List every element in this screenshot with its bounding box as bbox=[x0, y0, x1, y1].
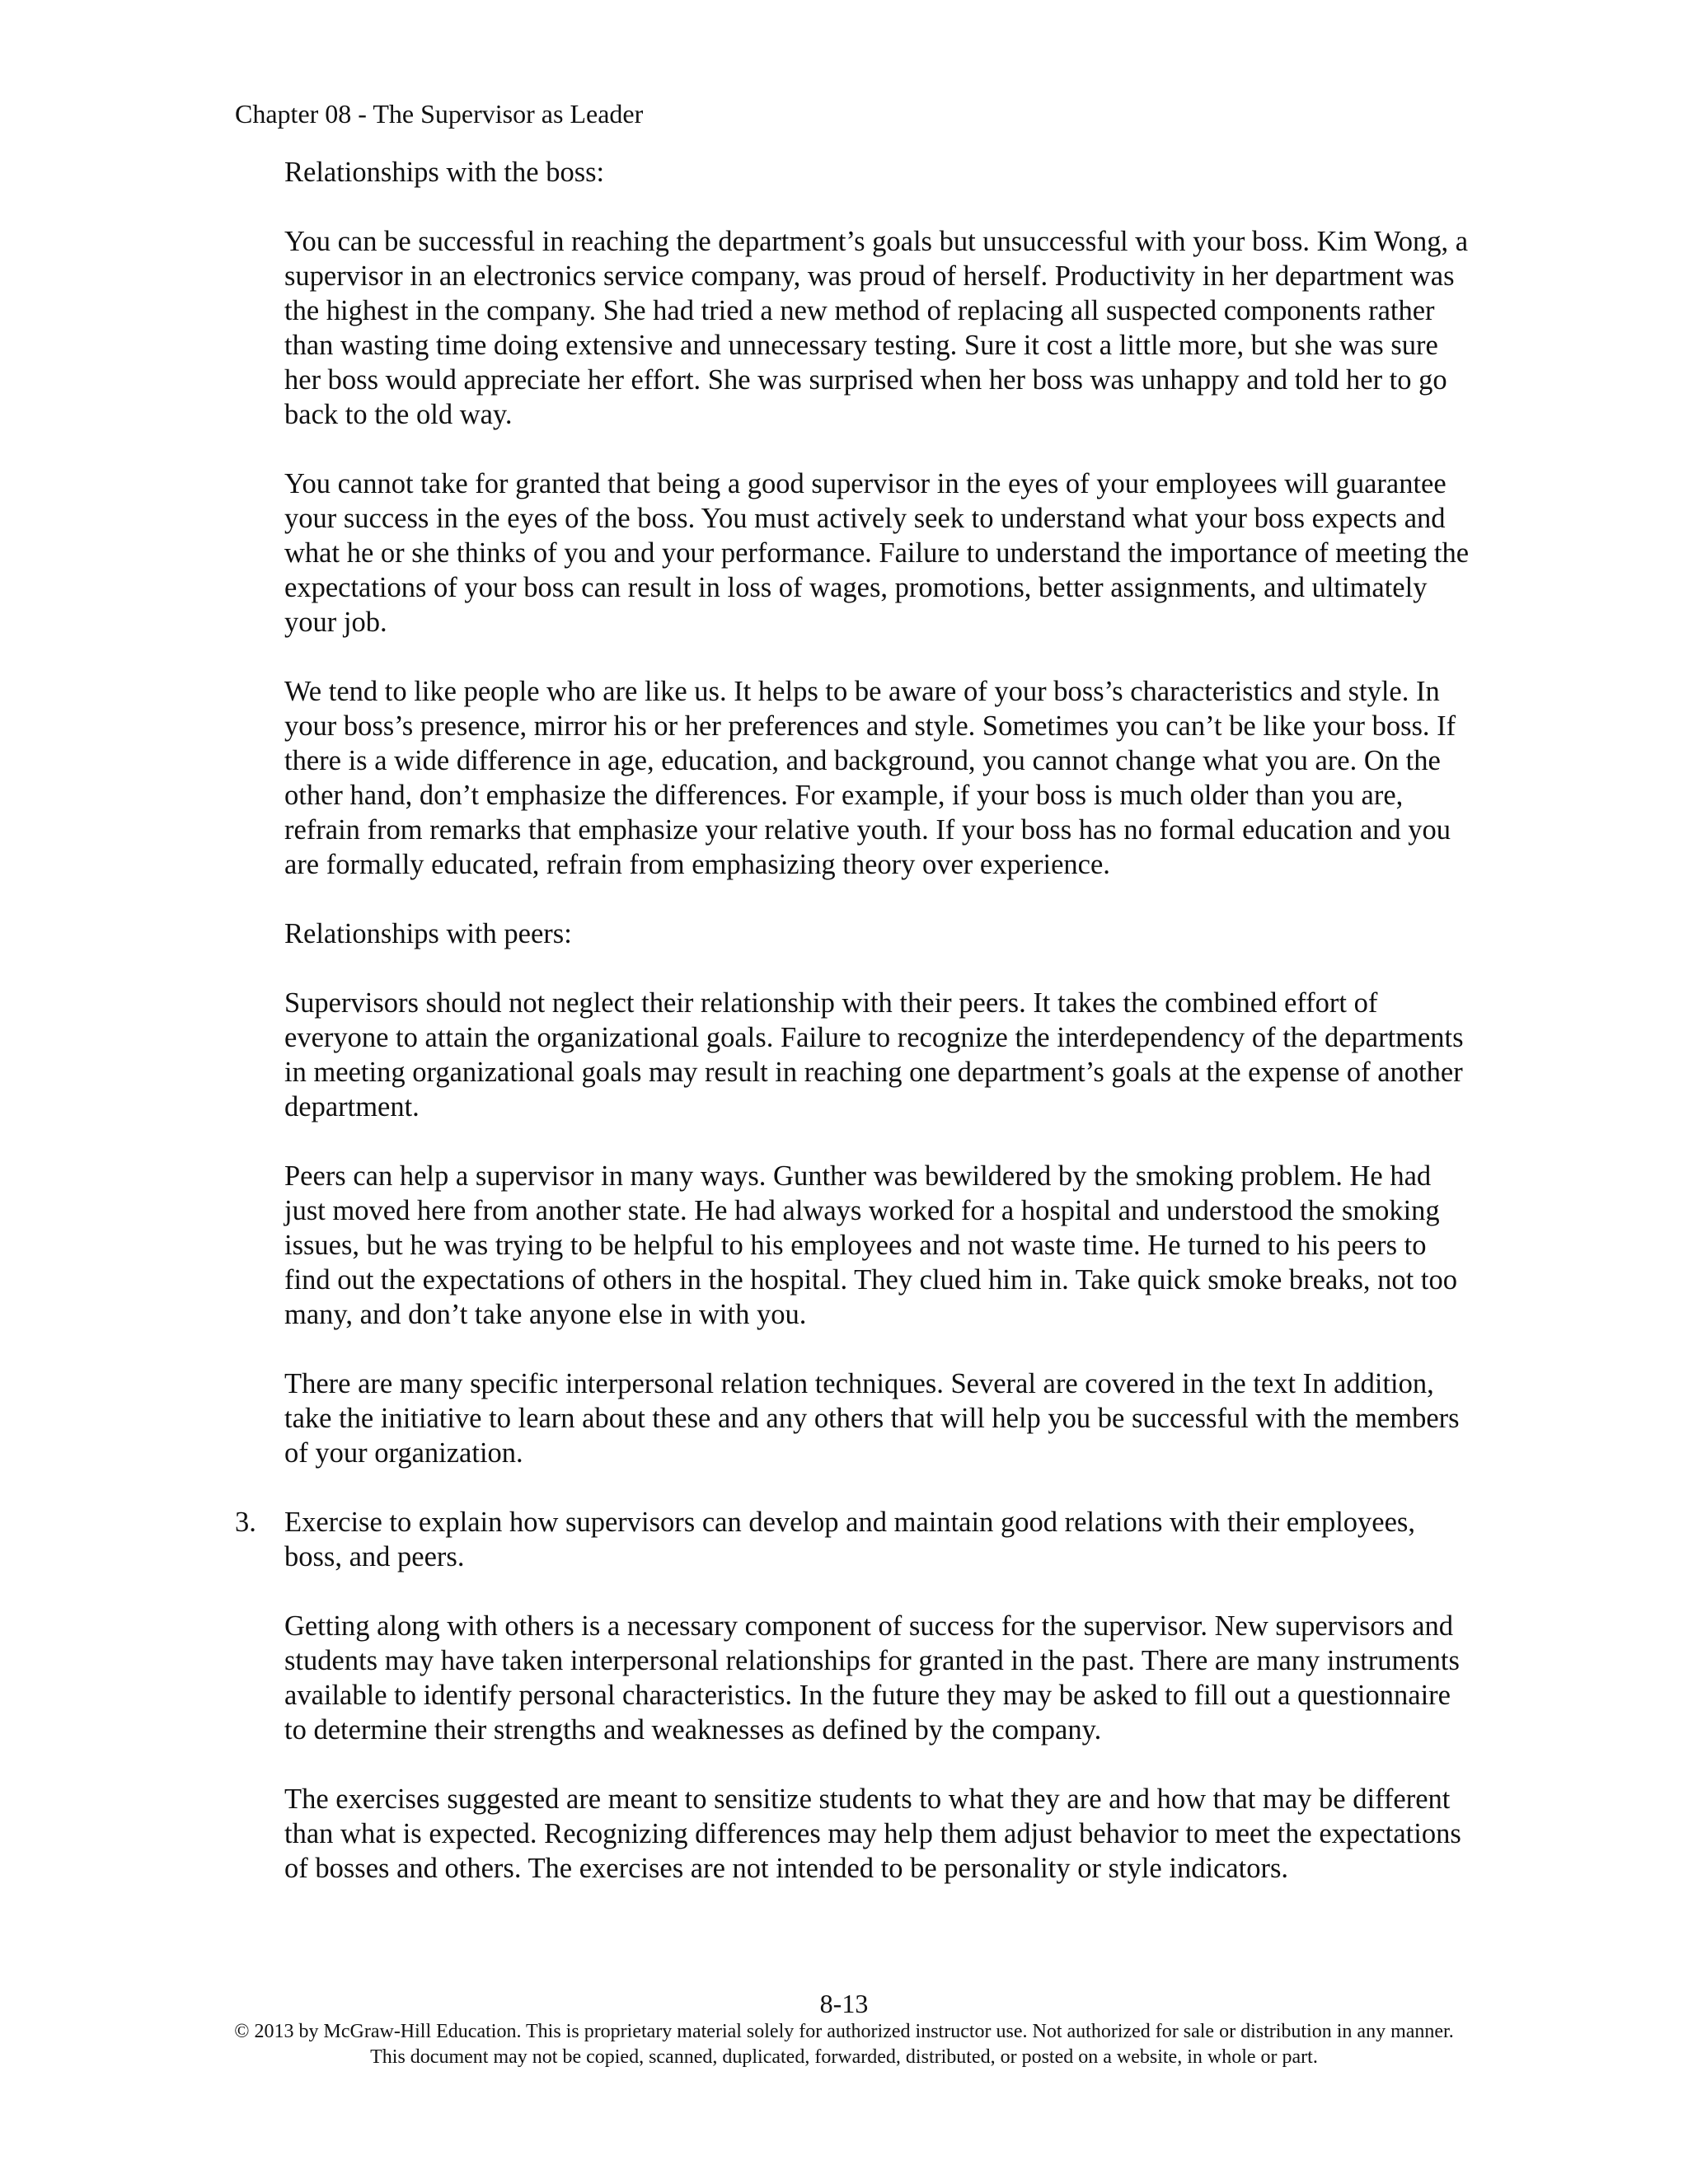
paragraph: Getting along with others is a necessary component of success for the supervisor. New supervisors and students may have taken interpersonal relationships for granted in the past. There are many instruments available to identify personal characteristics. In the future they may be asked to fill out a questionnaire to determine their strengths and weaknesses as defined by the company. bbox=[284, 1610, 1460, 1746]
section-heading-peers: Relationships with peers: bbox=[284, 918, 572, 949]
item-number: 3. bbox=[235, 1507, 256, 1538]
paragraph: You cannot take for granted that being a good supervisor in the eyes of your employees will guarantee your success in the eyes of the boss. You must actively seek to understand what your boss expects and what he or she thinks of you and your performance. Failure to understand the importance of meeting the expectations of your boss can result in loss of wages, promotions, better assignments, and ultimately your job. bbox=[284, 468, 1470, 638]
paragraph: We tend to like people who are like us. It helps to be aware of your boss’s characteristics and style. In your boss’s presence, mirror his or her preferences and style. Sometimes you can’t be like your boss. If there is a wide difference in age, education, and background, you cannot change what you are. On the other hand, don’t emphasize the differences. For example, if your boss is much older than you are, refrain from remarks that emphasize your relative youth. If your boss has no formal education and you are formally educated, refrain from emphasizing theory over experience. bbox=[284, 676, 1456, 880]
section-heading-boss: Relationships with the boss: bbox=[284, 157, 605, 188]
paragraph: Supervisors should not neglect their relationship with their peers. It takes the combined effort of everyone to attain the organizational goals. Failure to recognize the interdependency of the departments in meeting organizational goals may result in reaching one department’s goals at the expense of another department. bbox=[284, 987, 1464, 1122]
document-body bbox=[235, 155, 1471, 1920]
paragraph: Peers can help a supervisor in many ways. Gunther was bewildered by the smoking problem. He had just moved here from another state. He had always worked for a hospital and understood the smoking issues, but he was trying to be helpful to his employees and not waste time. He turned to his peers to find out the expectations of others in the hospital. They clued him in. Take quick smoke breaks, not too many, and don’t take anyone else in with you. bbox=[284, 1160, 1457, 1330]
page-number: 8-13 bbox=[819, 1989, 869, 2018]
paragraph: The exercises suggested are meant to sensitize students to what they are and how that may be different than what is expected. Recognizing differences may help them adjust behavior to meet the expectations of bosses and others. The exercises are not intended to be personality or style indicators. bbox=[284, 1783, 1461, 1884]
paragraph: There are many specific interpersonal relation techniques. Several are covered in the text In addition, take the initiative to learn about these and any others that will help you be successful with the members of your organization. bbox=[284, 1368, 1460, 1469]
numbered-item-3 bbox=[235, 1505, 1471, 1574]
chapter-header: Chapter 08 - The Supervisor as Leader bbox=[235, 99, 644, 129]
copyright-notice: © 2013 by McGraw-Hill Education. This is proprietary material solely for authorized instructor use. Not authorized for sale or distribution in any manner. This document may not be copied, scanned, duplicated, forwarded, distributed, or posted on a website, in whole or part. bbox=[234, 2021, 1454, 2068]
paragraph: You can be successful in reaching the department’s goals but unsuccessful with your boss. Kim Wong, a supervisor in an electronics service company, was proud of herself. Productivity in her department was the highest in the company. She had tried a new method of replacing all suspected components rather than wasting time doing extensive and unnecessary testing. Sure it cost a little more, but she was sure her boss would appreciate her effort. She was surprised when her boss was unhappy and told her to go back to the old way. bbox=[284, 226, 1469, 430]
item-text: Exercise to explain how supervisors can develop and maintain good relations with their employees, boss, and peers. bbox=[284, 1507, 1415, 1572]
